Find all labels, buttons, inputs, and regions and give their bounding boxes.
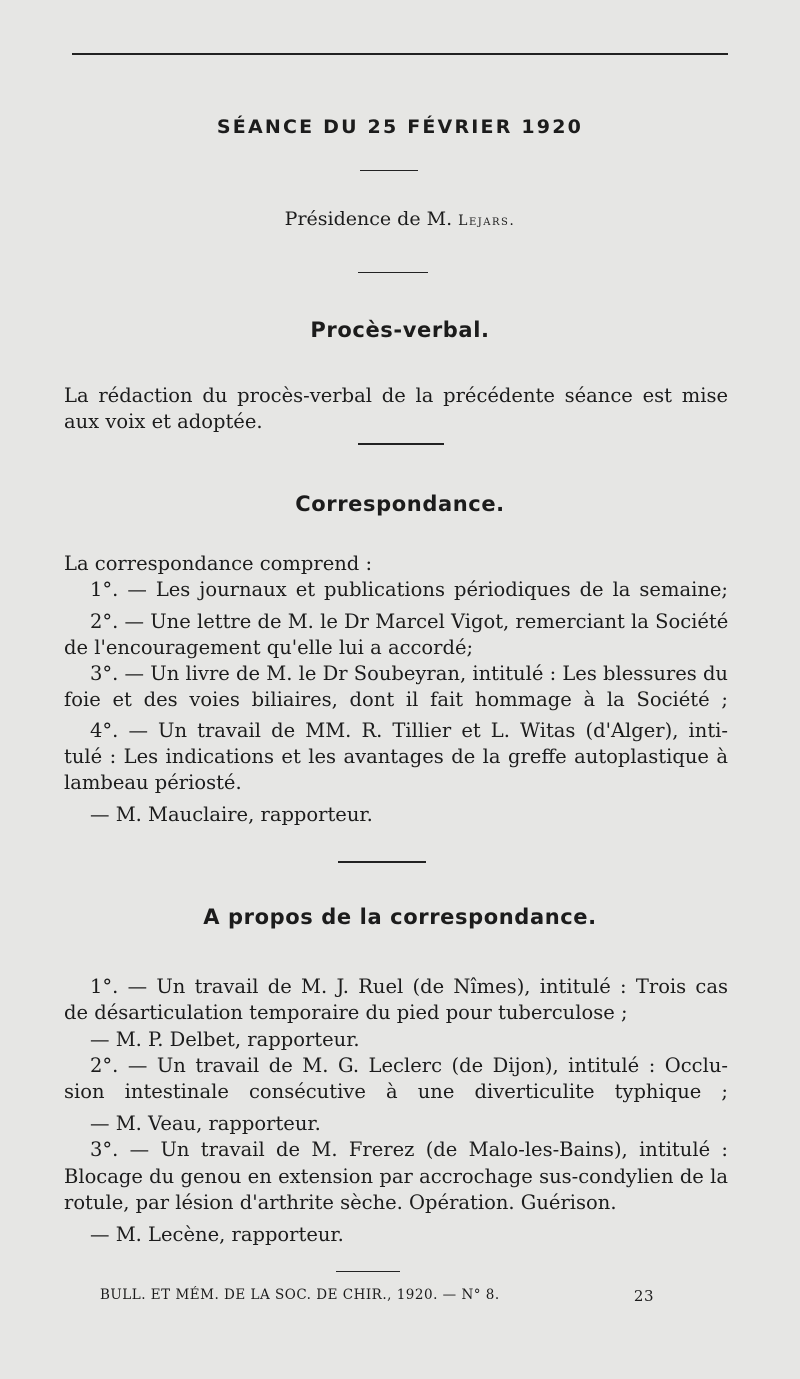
paragraph-line: de l'encouragement qu'elle lui a accordé;	[64, 636, 474, 659]
page-title: SÉANCE DU 25 FÉVRIER 1920	[216, 116, 584, 138]
list-item: 3°. — Un livre de M. le Dr Soubeyran, intitulé : Les blessures du	[90, 662, 728, 685]
paragraph-line: de désarticulation temporaire du pied pour tuberculose ;	[64, 1001, 628, 1024]
list-item: 2°. — Une lettre de M. le Dr Marcel Vigot, remerciant la Société	[90, 610, 729, 633]
paragraph-line: sion intestinale consécutive à une diverticulite typhique ;	[64, 1080, 728, 1103]
divider-2	[358, 272, 428, 273]
presidence-line	[0, 208, 800, 230]
section-title-proces-verbal: Procès-verbal.	[310, 318, 490, 342]
section-title-correspondance: Correspondance.	[295, 492, 505, 516]
rapporteur-line: — M. P. Delbet, rapporteur.	[90, 1028, 360, 1051]
paragraph-line: rotule, par lésion d'arthrite sèche. Opération. Guérison.	[64, 1191, 617, 1214]
list-item: 1°. — Les journaux et publications périodiques de la semaine;	[90, 578, 728, 601]
paragraph-line: Blocage du genou en extension par accrochage sus-condylien de la	[64, 1165, 728, 1188]
page-number: 23	[633, 1287, 654, 1305]
paragraph-line: tulé : Les indications et les avantages de la greffe autoplastique à	[64, 745, 728, 768]
top-rule	[72, 53, 728, 55]
paragraph-line: lambeau périosté.	[64, 771, 242, 794]
presidence-name: Lejars.	[458, 213, 516, 229]
section-title-a-propos: A propos de la correspondance.	[203, 905, 597, 929]
paragraph-line: La correspondance comprend :	[64, 552, 373, 575]
footer-rule	[336, 1271, 400, 1272]
paragraph-line: La rédaction du procès-verbal de la précédente séance est mise	[64, 384, 728, 407]
divider-4	[338, 861, 426, 863]
divider-1	[360, 170, 418, 171]
list-item: 1°. — Un travail de M. J. Ruel (de Nîmes), intitulé : Trois cas	[90, 975, 728, 998]
divider-3	[358, 443, 444, 445]
presidence-prefix: Présidence de M.	[284, 208, 453, 230]
page-footer	[100, 1287, 654, 1303]
paragraph-line: aux voix et adoptée.	[64, 410, 263, 433]
rapporteur-line: — M. Veau, rapporteur.	[90, 1112, 321, 1135]
list-item: 4°. — Un travail de MM. R. Tillier et L. Witas (d'Alger), inti-	[90, 719, 728, 742]
paragraph-line: foie et des voies biliaires, dont il fait hommage à la Société ;	[64, 688, 728, 711]
rapporteur-line: — M. Lecène, rapporteur.	[90, 1223, 344, 1246]
footer-citation: BULL. ET MÉM. DE LA SOC. DE CHIR., 1920. — N° 8.	[100, 1287, 500, 1303]
list-item: 2°. — Un travail de M. G. Leclerc (de Dijon), intitulé : Occlu-	[90, 1054, 728, 1077]
rapporteur-line: — M. Mauclaire, rapporteur.	[90, 803, 373, 826]
list-item: 3°. — Un travail de M. Frerez (de Malo-les-Bains), intitulé :	[90, 1138, 728, 1161]
